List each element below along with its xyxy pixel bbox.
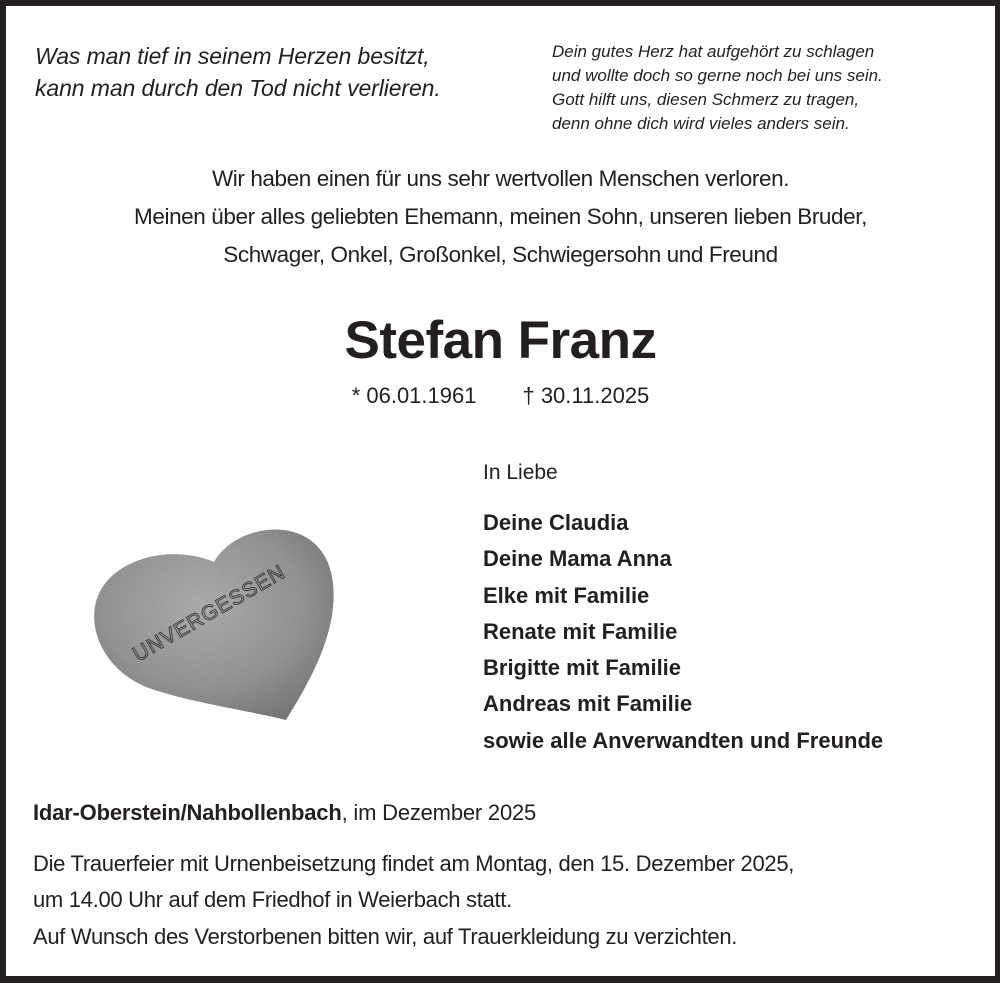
relations-line: Schwager, Onkel, Großonkel, Schwiegersohn und Freund [223,242,778,267]
list-item: Renate mit Familie [483,618,678,644]
stone-heart-icon [86,512,346,732]
deceased-name: Stefan Franz [344,311,657,370]
list-item: sowie alle Anverwandten und Freunde [483,727,884,753]
intro-text: Wir haben einen für uns sehr wertvollen Menschen verloren. [211,166,790,191]
birth-date: * 06.01.1961 [351,383,477,408]
relations-line: Meinen über alles geliebten Ehemann, meinen Sohn, unseren lieben Bruder, [134,204,867,229]
list-item: Elke mit Familie [483,582,650,608]
deceased-wish: Auf Wunsch des Verstorbenen bitten wir, auf Trauerkleidung zu verzichten. [33,924,738,949]
list-item: Deine Mama Anna [483,546,672,572]
heart-engraving: UNVERGESSEN [129,560,290,667]
quote-right-line: denn ohne dich wird vieles anders sein. [552,114,850,133]
funeral-line: um 14.00 Uhr auf dem Friedhof in Weierbach statt. [33,887,512,912]
mourners-list [483,505,883,759]
quote-left-line: Was man tief in seinem Herzen besitzt, [35,43,430,69]
place-month: , im Dezember 2025 [341,800,537,825]
funeral-info [33,846,794,918]
obituary-card [6,6,995,976]
life-dates [6,383,995,409]
place-date [33,800,536,826]
quote-right-line: Gott hilft uns, diesen Schmerz zu tragen, [552,90,860,109]
quote-left-line: kann man durch den Tod nicht verlieren. [35,75,441,101]
in-love-label: In Liebe [483,461,558,484]
list-item: Andreas mit Familie [483,691,693,717]
list-item: Deine Claudia [483,510,629,535]
quote-right [552,40,883,136]
quote-left [35,40,441,104]
funeral-line: Die Trauerfeier mit Urnenbeisetzung findet am Montag, den 15. Dezember 2025, [33,851,795,876]
quote-right-line: und wollte doch so gerne noch bei uns sein. [552,66,883,85]
quote-right-line: Dein gutes Herz hat aufgehört zu schlagen [552,42,875,61]
list-item: Brigitte mit Familie [483,655,682,681]
place-location: Idar-Oberstein/Nahbollenbach [33,800,342,825]
death-date: † 30.11.2025 [522,383,650,408]
